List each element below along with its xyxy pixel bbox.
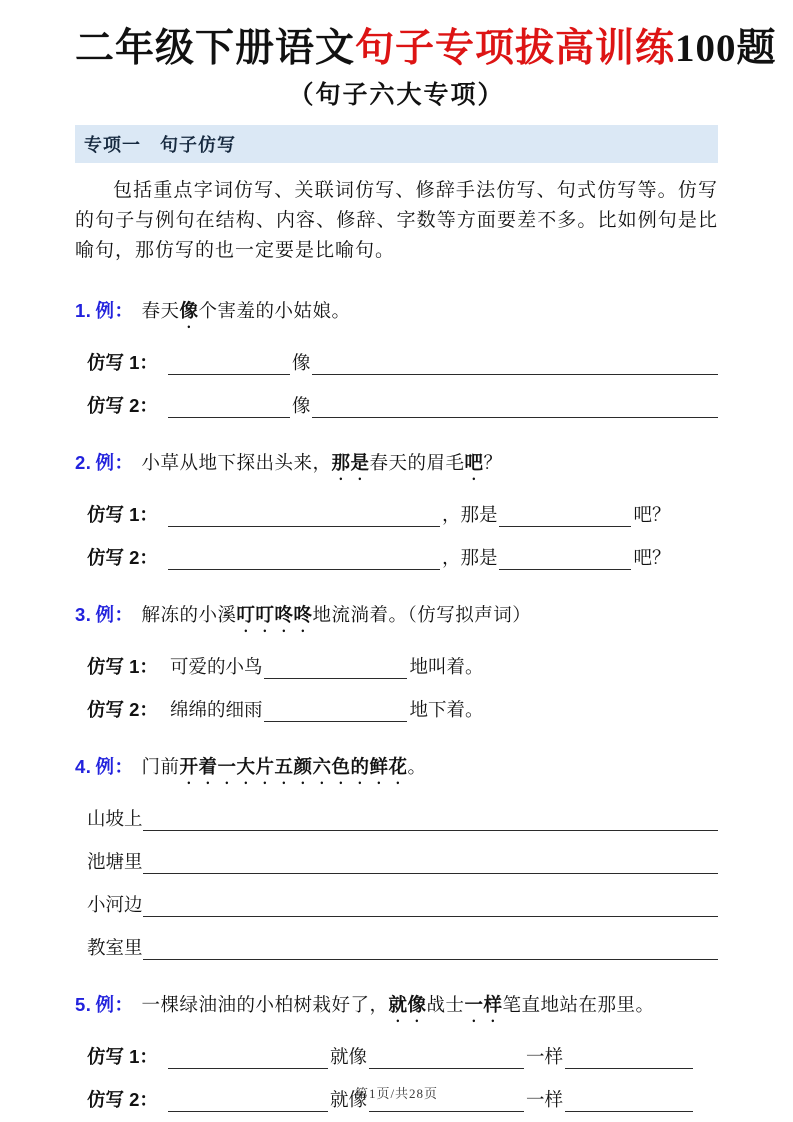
blank-line [168,393,290,418]
answer-row [87,933,718,960]
row-fixed-text: ，那是 [441,548,498,569]
title-part-black2: 100题 [675,27,777,70]
prompt-segment: 小草从地下探出头来， [141,453,332,474]
row-label: 仿写 1： [87,1045,158,1067]
prompt-segment: 笔直地站在那里。 [502,995,655,1016]
blank-line [143,935,718,960]
example-label: 例： [95,603,134,625]
exercise-item [75,451,718,570]
exercises [75,299,718,1112]
row-label: 仿写 1： [87,503,158,525]
page-number: 第1页/共28页 [354,1086,439,1101]
blank-line [143,806,718,831]
answer-row [87,847,718,874]
prompt-segment: 像 [179,301,199,322]
blank-line [565,1044,693,1069]
blank-line [143,849,718,874]
prompt-segment: 个害羞的小姑娘。 [198,301,351,322]
exercise-number: 2. [75,451,92,473]
row-fixed-text: 地叫着。 [409,657,484,678]
blank-line [264,654,407,679]
title-part-red: 句子专项拔高训练 [355,27,676,70]
answer-row [87,348,718,375]
blank-line [168,502,440,527]
prompt-segment: 解冻的小溪 [141,605,237,626]
row-fixed-text: 像 [291,353,311,374]
title-part-black1: 二年级下册语文 [75,27,356,70]
exercise-prompt [75,299,718,332]
answer-row [87,391,718,418]
answer-row [87,1042,718,1069]
blank-line [499,545,631,570]
row-label: 仿写 1： [87,351,158,373]
prompt-segment: ？ [483,453,503,474]
exercise-item [75,603,718,722]
row-fixed-text: 可爱的小鸟 [169,657,263,678]
blank-line [168,350,290,375]
blank-line [264,697,407,722]
intro-paragraph: 包括重点字词仿写、关联词仿写、修辞手法仿写、句式仿写等。仿写的句子与例句在结构、内容、修辞、字数等方面要差不多。比如例句是比喻句，那仿写的也一定要是比喻句。 [75,179,718,261]
prompt-segment: 春天 [141,301,180,322]
row-fixed-text: 就像 [329,1047,367,1068]
exercise-prompt [75,451,718,484]
exercise-number: 5. [75,993,92,1015]
row-label: 仿写 2： [87,698,158,720]
blank-line [168,1044,328,1069]
blank-line [499,502,631,527]
example-label: 例： [95,755,134,777]
blank-line [369,1044,524,1069]
row-label: 仿写 2： [87,546,158,568]
row-label: 教室里 [87,938,143,959]
exercise-number: 4. [75,755,92,777]
blank-line [143,892,718,917]
answer-row [87,804,718,831]
row-fixed-text: 吧？ [633,505,671,526]
section-header: 专项一 句子仿写 [75,125,718,163]
prompt-segment: 。 [407,757,427,778]
exercise-number: 3. [75,603,92,625]
row-label: 山坡上 [87,809,143,830]
exercise-item [75,755,718,960]
row-label: 仿写 2： [87,394,158,416]
row-label: 小河边 [87,895,143,916]
prompt-segment: 吧 [464,453,484,474]
prompt-segment: 地流淌着。（仿写拟声词） [312,605,532,626]
row-label: 池塘里 [87,852,143,873]
row-label: 仿写 1： [87,655,158,677]
exercise-prompt [75,603,718,636]
exercise-prompt [75,755,718,788]
row-fixed-text: 像 [291,396,311,417]
answer-row [87,500,718,527]
blank-line [312,393,718,418]
answer-row [87,890,718,917]
answer-row [87,652,718,679]
prompt-segment: 就像 [388,995,427,1016]
row-fixed-text: 绵绵的细雨 [169,700,263,721]
prompt-segment: 叮叮咚咚 [236,605,313,626]
prompt-segment: 门前 [141,757,180,778]
exercise-item [75,299,718,418]
prompt-segment: 一棵绿油油的小柏树栽好了， [141,995,389,1016]
row-label: 仿写 2： [87,1088,158,1110]
prompt-segment: 开着一大片五颜六色的鲜花 [179,757,408,778]
row-fixed-text: 一样 [525,1090,563,1111]
page-subtitle: （句子六大专项） [288,81,505,109]
exercise-prompt [75,993,718,1026]
prompt-segment: 战士 [426,995,465,1016]
answer-row [87,695,718,722]
example-label: 例： [95,451,134,473]
exercise-number: 1. [75,299,92,321]
example-label: 例： [95,993,134,1015]
answer-row [87,543,718,570]
prompt-segment: 春天的眉毛 [369,453,465,474]
blank-line [312,350,718,375]
row-fixed-text: 吧？ [633,548,671,569]
row-fixed-text: 就像 [329,1090,367,1111]
page-title [75,26,777,73]
prompt-segment: 一样 [464,995,503,1016]
blank-line [168,545,440,570]
row-fixed-text: 地下着。 [409,700,484,721]
prompt-segment: 那是 [331,453,370,474]
row-fixed-text: 一样 [525,1047,563,1068]
row-fixed-text: ，那是 [441,505,498,526]
example-label: 例： [95,299,134,321]
